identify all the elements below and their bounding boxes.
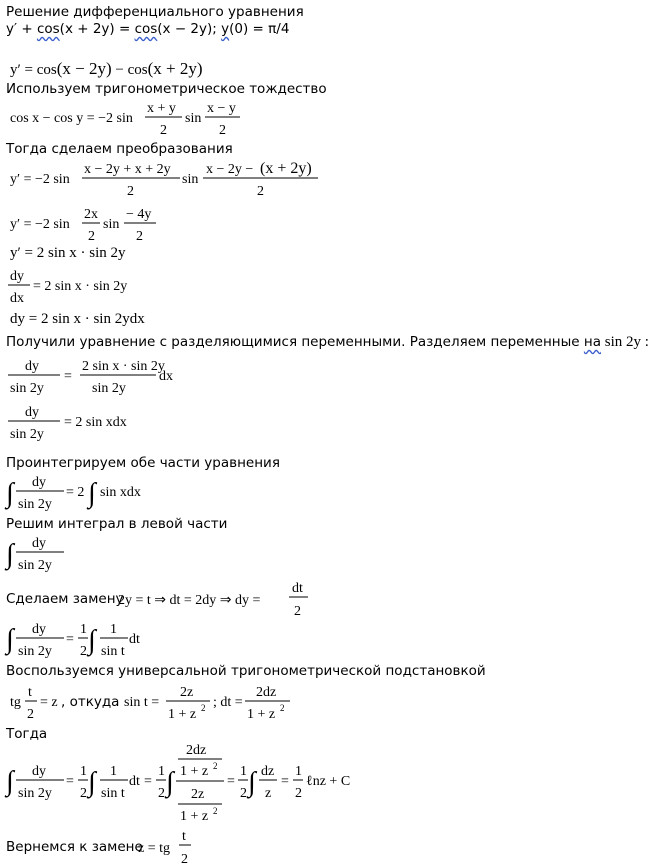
f-h1n: 1 [80,764,87,779]
f-int2: ∫ [88,767,96,798]
formula-separate-2 [0,398,200,444]
i-den: sin 2y [18,497,52,512]
dydx-num: dy [10,269,24,284]
u-sint: sin t = [124,695,160,710]
si-int2: ∫ [88,625,96,656]
int-2: ∫ [88,478,96,509]
u-tg: tg [10,695,21,710]
f-eq3: = [227,774,235,789]
i-eq2: = 2 [66,485,85,500]
si-den1: sin 2y [18,644,52,659]
equation-t3: y′ = 2 sin x · sin 2y [10,245,126,261]
s2-rhs: = 2 sin xdx [64,415,127,430]
s1-num2: 2 sin x · sin 2y [82,359,165,374]
f-eq2: = [144,774,152,789]
sub-den: 2 [294,604,301,619]
t1-n2a: x − 2y − [206,162,254,177]
equation-t5: dy = 2 sin x · sin 2ydx [10,311,145,327]
u-whence: , откуда [61,694,120,710]
u-1z2-a: 1 + z [168,707,197,722]
t2-lhs: y′ = −2 sin [10,217,70,232]
f-z: z [265,786,272,801]
i-sinxdx: sin xdx [100,485,141,500]
formula-return [136,824,216,868]
t1-n1: x − 2y + x + 2y [84,162,171,177]
dydx-den: dx [10,291,24,306]
heading: Решение дифференциального уравнения [6,4,304,20]
s1-den2: sin 2y [92,381,126,396]
f-eq4: = [281,774,289,789]
id-d1: 2 [160,123,167,138]
si-half-den: 2 [80,644,87,659]
f-den1: sin 2y [18,786,52,801]
formula-substitution [116,576,326,620]
problem-rhs: (x − 2y); [157,21,222,37]
s1-num: dy [25,359,39,374]
text-universal: Воспользуемся универсальной тригонометрической подстановкой [6,663,486,679]
i-num: dy [32,475,46,490]
u-2z: 2z [180,685,194,700]
eq1-lhs: y′ = cos [10,62,57,78]
formula-final [0,738,380,830]
f-h2d: 2 [158,786,165,801]
text-then: Тогда [6,726,48,742]
formula-transform-1 [0,155,360,201]
f-h1d: 2 [80,786,87,801]
f-int3: ∫ [166,767,174,798]
equation-1 [10,60,203,79]
text-separable [6,333,649,351]
li-den: sin 2y [18,558,52,573]
text-solve-left: Решим интеграл в левой части [6,516,228,532]
t1-sin: sin [182,172,199,187]
f-c-sq-bot: 2 [213,806,218,816]
problem-ic: (0) = π/4 [229,21,290,37]
f-h4d: 2 [295,786,302,801]
separable-text: Получили уравнение с разделяющимися переменными. Разделяем переменные [6,334,584,350]
formula-subst-integral [0,616,200,662]
s2-den: sin 2y [10,427,44,442]
text-return: Вернемся к замене [6,839,143,855]
r-den: 2 [181,852,188,867]
f-eq1: = [66,774,74,789]
formula-left-integral [0,531,100,575]
formula-transform-2 [0,202,200,244]
f-h3d: 2 [240,786,247,801]
sub-num: dt [292,581,303,596]
text-integrate: Проинтегрируем обе части уравнения [6,455,280,471]
f-h3n: 1 [240,764,247,779]
t2-d2: 2 [136,229,143,244]
eq1-minus: − cos [111,62,148,78]
id-d2: 2 [219,123,226,138]
si-int1: ∫ [6,624,14,655]
id-n1: x + y [147,101,176,116]
u-t: t [28,685,32,700]
si-dt: dt [129,632,140,647]
f-num1: dy [32,764,46,779]
problem-statement [6,20,289,38]
si-num1: dy [32,622,46,637]
f-lnz: ℓnz + C [306,774,351,789]
f-dt: dt [129,774,140,789]
formula-identity [0,96,300,140]
u-dt: ; dt = [213,695,243,710]
sub-eq: 2y = t ⇒ dt = 2dy ⇒ dy = [118,593,261,608]
f-c-2dz: 2dz [186,743,207,758]
separable-on: на [583,334,601,350]
separable-sin2y: sin 2y : [601,334,649,350]
r-t: t [182,829,186,844]
text-then-transform: Тогда сделаем преобразования [6,141,233,157]
problem-cos1: cos [36,21,60,37]
u-sq-b: 2 [280,703,285,713]
t2-n1: 2x [84,207,98,222]
li-int: ∫ [6,539,14,570]
dydx-rhs: = 2 sin x · sin 2y [33,279,128,294]
f-dz: dz [261,764,275,779]
t1-lhs: y′ = −2 sin [10,172,70,187]
si-num2: 1 [110,622,117,637]
u-eqz: = z [40,695,58,710]
problem-yprime: y′ + [6,21,37,37]
f-h4n: 1 [295,764,302,779]
text-substitution: Сделаем замену [6,591,124,607]
formula-separate-1 [0,352,220,398]
t1-n2b: (x + 2y) [260,160,312,177]
si-den2: sin t [101,644,125,659]
u-t-den: 2 [27,707,34,722]
t1-d2: 2 [257,184,264,199]
formula-dydx [0,264,200,308]
f-h2n: 1 [158,764,165,779]
id-sin: sin [185,111,202,126]
t2-d1: 2 [88,229,95,244]
f-c-2z: 2z [191,787,205,802]
f-int1: ∫ [6,766,14,797]
formula-universal [0,678,310,724]
t1-d1: 2 [127,184,134,199]
s1-dx: dx [159,369,173,384]
f-int4: ∫ [248,767,256,798]
id-lhs: cos x − cos y = −2 sin [10,111,133,126]
li-num: dy [32,536,46,551]
f-c-1z2-top: 1 + z [180,764,209,779]
id-n2: x − y [207,101,236,116]
f-c-1z2-bot: 1 + z [180,809,209,824]
problem-cos2: cos [134,21,158,37]
si-eq: = [66,632,74,647]
u-sq-a: 2 [201,703,206,713]
eq1-a: (x − 2y) [56,59,112,78]
u-2dz: 2dz [256,685,277,700]
f-d2: sin t [101,786,125,801]
f-n2: 1 [110,764,117,779]
s1-eq: = [64,369,72,384]
s1-den: sin 2y [10,381,44,396]
eq1-b: (x + 2y) [147,59,203,78]
int-1: ∫ [6,478,14,509]
text-identity: Используем тригонометрическое тождество [6,81,327,97]
f-c-sq-top: 2 [213,761,218,771]
u-1z2-b: 1 + z [247,707,276,722]
s2-num: dy [25,405,39,420]
t2-n2: − 4y [126,207,152,222]
problem-mid: (x + 2y) = [59,21,135,37]
formula-integrate [0,470,200,514]
si-half-num: 1 [80,622,87,637]
t2-sin: sin [103,217,120,232]
problem-y: y [221,21,230,37]
r-z-eq-tg: z = tg [138,841,170,856]
